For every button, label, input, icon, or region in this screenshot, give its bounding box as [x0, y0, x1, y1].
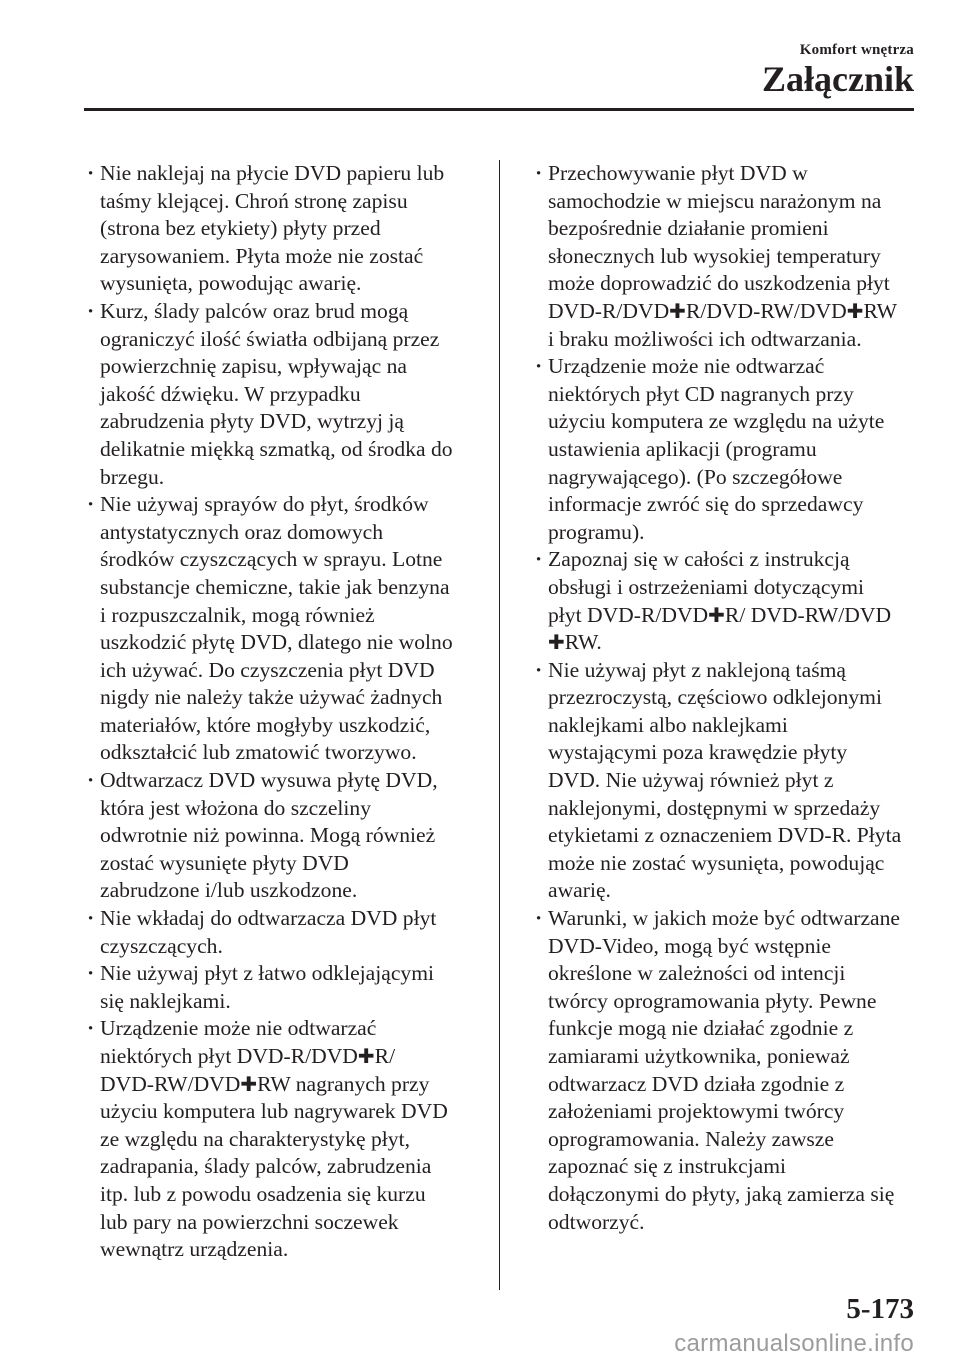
text-line: zostać wysunięte płyty DVD: [100, 850, 349, 875]
text-line: · Zapoznaj się w całości z instrukcją: [548, 547, 850, 572]
watermark: carmanualsonline.info: [674, 1330, 914, 1357]
left-column: [84, 160, 469, 1264]
text-line: użyciu komputera ze względu na użyte: [548, 409, 885, 434]
text-line: i braku możliwości ich odtwarzania.: [548, 326, 862, 351]
column-divider: [499, 160, 500, 1290]
text-line: (strona bez etykiety) płyty przed: [100, 216, 381, 241]
text-line: DVD-R/DVD✚R/DVD-RW/DVD✚RW: [548, 298, 898, 323]
text-line: twórcy oprogramowania płyty. Pewne: [548, 988, 877, 1013]
text-line: nagrywającego). (Po szczegółowe: [548, 464, 843, 489]
plus-symbol: ✚: [708, 602, 725, 627]
text-line: · Przechowywanie płyt DVD w: [548, 161, 808, 185]
bullet-item: [532, 657, 917, 905]
text-line: zamiarami użytkownika, ponieważ: [548, 1044, 850, 1068]
text-line: wysunięta, powodując awarię.: [100, 271, 362, 296]
right-column: [532, 160, 917, 1236]
text-line: płyt DVD-R/DVD✚R/ DVD-RW/DVD: [548, 602, 892, 627]
text-line: oprogramowania. Należy zawsze: [548, 1126, 834, 1151]
text-line: bezpośrednie działanie promieni: [548, 216, 829, 241]
text-line: DVD. Nie używaj również płyt z: [548, 768, 834, 793]
text-line: może doprowadzić do uszkodzenia płyt: [548, 271, 890, 296]
text-line: wewnątrz urządzenia.: [100, 1237, 289, 1262]
text-line: zarysowaniem. Płyta może nie zostać: [100, 243, 424, 268]
text-line: ✚RW.: [548, 630, 602, 655]
bullet-item: [84, 767, 469, 905]
text-line: odwrotnie niż powinna. Mogą również: [100, 823, 436, 848]
text-line: określone w zależności od intencji: [548, 961, 846, 986]
text-line: zadrapania, ślady palców, zabrudzenia: [100, 1154, 432, 1179]
plus-symbol: ✚: [240, 1071, 258, 1096]
right-bullet-list: [532, 160, 917, 1236]
text-line: dołączonymi do płyty, jaką zamierza się: [548, 1181, 895, 1206]
text-line: materiałów, które mogłyby uszkodzić,: [100, 712, 431, 737]
text-line: lub pary na powierzchni soczewek: [100, 1209, 399, 1234]
text-line: · Nie używaj płyt z naklejoną taśmą: [548, 657, 847, 682]
text-line: etykietami z oznaczeniem DVD-R. Płyta: [548, 823, 902, 848]
bullet-item: [84, 1015, 469, 1263]
text-line: nigdy nie należy także używać żadnych: [100, 685, 443, 710]
text-line: DVD-RW/DVD✚RW nagranych przy: [100, 1071, 430, 1096]
bullet-item: [532, 353, 917, 546]
bullet-item: [532, 546, 917, 656]
text-line: która jest włożona do szczeliny: [100, 795, 372, 820]
text-line: zabrudzone i/lub uszkodzone.: [100, 878, 358, 903]
text-line: naklejonymi, dostępnymi w sprzedaży: [548, 795, 881, 820]
bullet-item: [84, 160, 469, 298]
text-line: odtwarzacz DVD działa zgodnie z: [548, 1071, 845, 1096]
section-label: Komfort wnętrza: [799, 42, 914, 58]
text-line: się naklejkami.: [100, 988, 231, 1013]
header-rule: [84, 108, 914, 111]
plus-symbol: ✚: [846, 298, 864, 323]
text-line: programu).: [548, 519, 645, 544]
text-line: niektórych płyt CD nagranych przy: [548, 381, 854, 406]
text-line: · Nie wkładaj do odtwarzacza DVD płyt: [100, 906, 437, 931]
text-line: odkształcić lub zmatowić tworzywo.: [100, 740, 417, 765]
plus-symbol: ✚: [357, 1044, 375, 1068]
text-line: substancje chemiczne, takie jak benzyna: [100, 574, 450, 599]
text-line: jakość dźwięku. W przypadku: [100, 381, 361, 406]
text-line: delikatnie miękką szmatką, od środka do: [100, 436, 453, 461]
bullet-item: [532, 905, 917, 1236]
text-line: · Nie naklejaj na płycie DVD papieru lub: [100, 161, 445, 185]
text-line: odtworzyć.: [548, 1209, 645, 1234]
text-line: ustawienia aplikacji (programu: [548, 436, 817, 461]
bullet-item: [532, 160, 917, 353]
text-line: może nie zostać wysunięta, powodując: [548, 850, 885, 875]
text-line: powierzchnię zapisu, wpływając na: [100, 354, 407, 379]
bullet-item: [84, 960, 469, 1015]
page-header: [762, 42, 914, 97]
text-line: · Odtwarzacz DVD wysuwa płytę DVD,: [100, 768, 438, 793]
text-line: ich używać. Do czyszczenia płyt DVD: [100, 657, 435, 682]
text-line: samochodzie w miejscu narażonym na: [548, 188, 882, 213]
text-line: itp. lub z powodu osadzenia się kurzu: [100, 1181, 426, 1206]
text-line: użyciu komputera lub nagrywarek DVD: [100, 1099, 448, 1124]
text-line: zabrudzenia płyty DVD, wytrzyj ją: [100, 409, 405, 434]
text-line: awarię.: [548, 878, 611, 903]
text-line: brzegu.: [100, 464, 165, 489]
text-line: słonecznych lub wysokiej temperatury: [548, 243, 881, 268]
text-line: · Kurz, ślady palców oraz brud mogą: [100, 298, 409, 323]
text-line: środków czyszczących w sprayu. Lotne: [100, 547, 443, 572]
text-line: antystatycznych oraz domowych: [100, 519, 384, 544]
text-line: ze względu na charakterystykę płyt,: [100, 1126, 410, 1151]
text-line: · Nie używaj płyt z łatwo odklejającymi: [100, 961, 434, 986]
text-line: wystającymi poza krawędzie płyty: [548, 740, 848, 765]
text-line: · Urządzenie może nie odtwarzać: [548, 354, 825, 379]
text-line: czyszczących.: [100, 933, 223, 958]
bullet-item: [84, 298, 469, 491]
text-line: założeniami projektowymi twórcy: [548, 1099, 845, 1124]
page-number: 5-173: [846, 1293, 914, 1325]
plus-symbol: ✚: [669, 298, 686, 323]
bullet-item: [84, 905, 469, 960]
text-line: ograniczyć ilość światła odbijaną przez: [100, 326, 440, 351]
text-line: taśmy klejącej. Chroń stronę zapisu: [100, 188, 408, 213]
text-line: DVD-Video, mogą być wstępnie: [548, 933, 831, 958]
text-line: obsługi i ostrzeżeniami dotyczącymi: [548, 574, 865, 599]
bullet-item: [84, 491, 469, 767]
text-line: niektórych płyt DVD-R/DVD✚R/: [100, 1044, 396, 1068]
text-line: naklejkami albo naklejkami: [548, 712, 788, 737]
left-bullet-list: [84, 160, 469, 1264]
text-line: informacje zwróć się do sprzedawcy: [548, 492, 864, 517]
text-line: i rozpuszczalnik, mogą również: [100, 602, 375, 627]
text-line: uszkodzić płytę DVD, dlatego nie wolno: [100, 630, 453, 655]
text-line: zapoznać się z instrukcjami: [548, 1154, 787, 1179]
text-line: funkcje mogą nie działać zgodnie z: [548, 1016, 854, 1041]
plus-symbol: ✚: [548, 630, 565, 655]
text-line: · Nie używaj sprayów do płyt, środków: [100, 492, 429, 517]
chapter-title: Załącznik: [761, 59, 914, 99]
text-line: · Urządzenie może nie odtwarzać: [100, 1016, 377, 1041]
text-line: przezroczystą, częściowo odklejonymi: [548, 685, 882, 710]
text-line: · Warunki, w jakich może być odtwarzane: [548, 906, 901, 931]
